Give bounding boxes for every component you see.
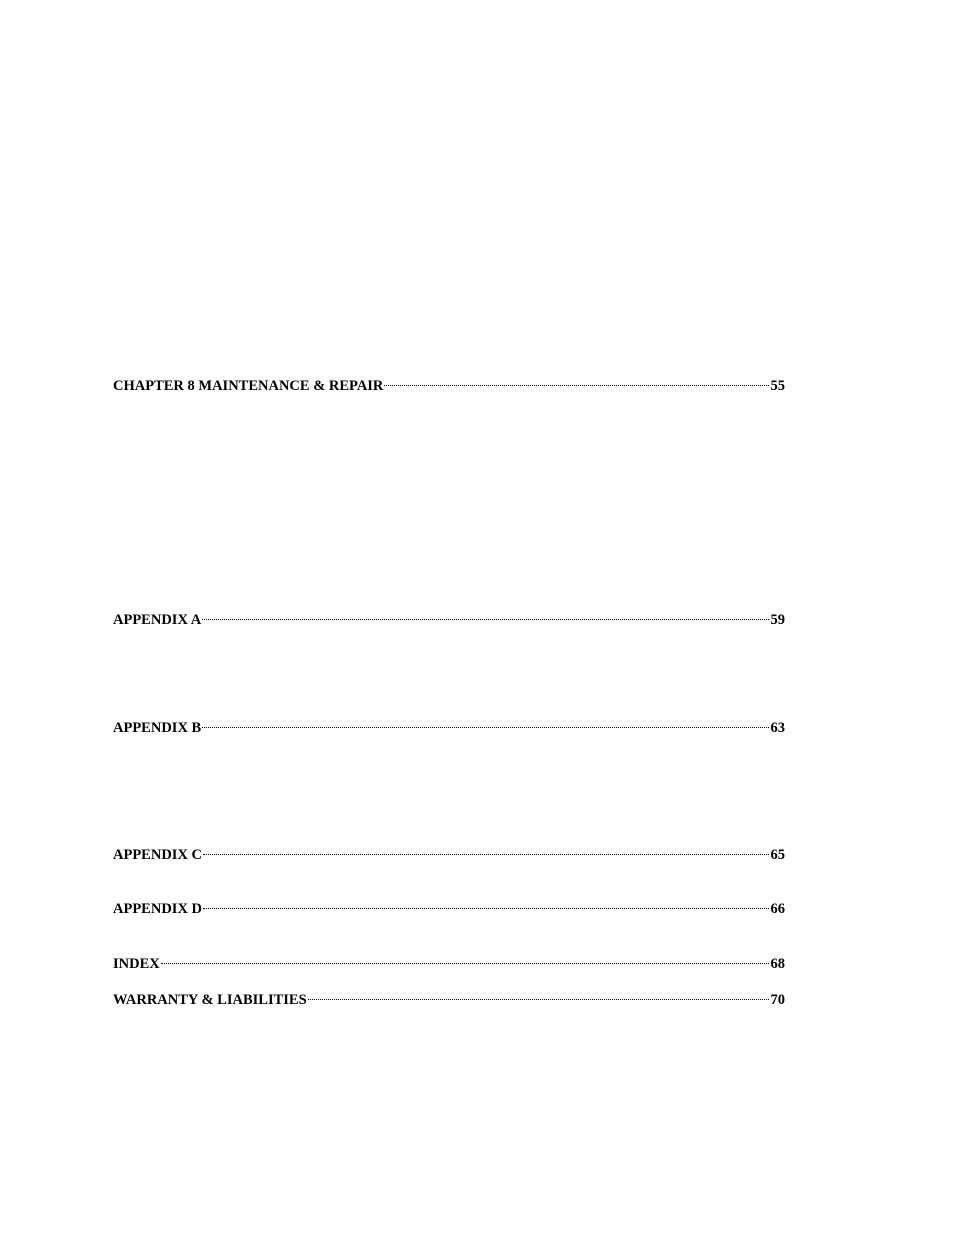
toc-entry-title: APPENDIX D xyxy=(113,901,203,917)
toc-entry-title: APPENDIX A xyxy=(113,612,202,628)
toc-entry-page-number: 59 xyxy=(770,612,785,628)
toc-entry-appendix-d[interactable] xyxy=(113,895,785,917)
toc-entry-page-number: 55 xyxy=(770,378,785,394)
toc-entry-title: WARRANTY & LIABILITIES xyxy=(113,992,307,1008)
toc-entry-title: APPENDIX C xyxy=(113,847,203,863)
toc-entry-warranty-liabilities[interactable] xyxy=(113,986,785,1008)
toc-entry-page-number: 65 xyxy=(770,847,785,863)
toc-entry-title: APPENDIX B xyxy=(113,720,202,736)
toc-dot-leader xyxy=(161,950,769,968)
toc-entry-chapter-8[interactable] xyxy=(113,372,785,394)
toc-entry-appendix-b[interactable] xyxy=(113,714,785,736)
toc-entry-title: INDEX xyxy=(113,956,160,972)
toc-entry-appendix-a[interactable] xyxy=(113,606,785,628)
toc-dot-leader xyxy=(203,895,768,913)
toc-entry-page-number: 70 xyxy=(770,992,785,1008)
toc-dot-leader xyxy=(202,714,768,732)
toc-dot-leader xyxy=(384,372,768,390)
toc-dot-leader xyxy=(202,606,768,624)
toc-entry-title: CHAPTER 8 MAINTENANCE & REPAIR xyxy=(113,378,384,394)
toc-entry-page-number: 63 xyxy=(770,720,785,736)
toc-dot-leader xyxy=(203,841,768,859)
toc-entry-page-number: 66 xyxy=(770,901,785,917)
toc-entry-page-number: 68 xyxy=(770,956,785,972)
toc-entry-appendix-c[interactable] xyxy=(113,841,785,863)
toc-dot-leader xyxy=(308,986,769,1004)
toc-entry-index[interactable] xyxy=(113,950,785,972)
